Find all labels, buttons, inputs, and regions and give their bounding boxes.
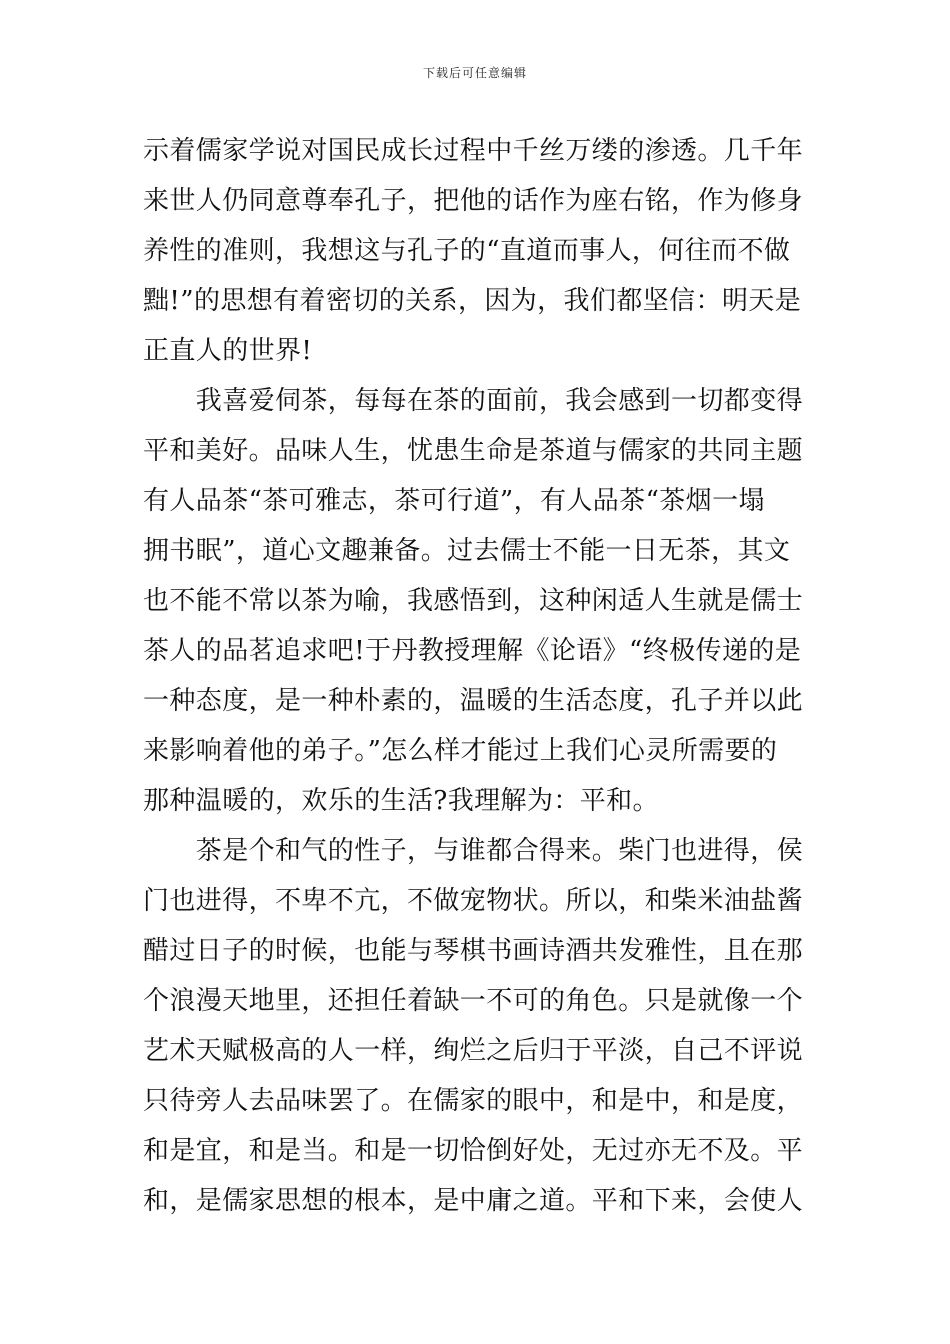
- text-line: 有人品茶“茶可雅志，茶可行道”，有人品茶“茶烟一塌: [143, 486, 765, 516]
- text-line: 我喜爱伺茶，每每在茶的面前，我会感到一切都变得: [143, 386, 804, 416]
- text-line: 个浪漫天地里，还担任着缺一不可的角色。只是就像一个: [143, 986, 804, 1016]
- text-line: 和，是儒家思想的根本，是中庸之道。平和下来，会使人: [143, 1186, 804, 1216]
- text-line: 养性的准则，我想这与孔子的“直道而事人，何往而不做: [143, 236, 791, 266]
- text-line: 正直人的世界!: [143, 336, 313, 366]
- text-line: 来世人仍同意尊奉孔子，把他的话作为座右铭，作为修身: [143, 186, 804, 216]
- text-line: 茶是个和气的性子，与谁都合得来。柴门也进得，侯: [143, 836, 804, 866]
- text-line: 茶人的品茗追求吧!于丹教授理解《论语》“终极传递的是: [143, 636, 802, 666]
- text-line: 醋过日子的时候，也能与琴棋书画诗酒共发雅性，且在那: [143, 936, 804, 966]
- text-line: 平和美好。品味人生，忧患生命是茶道与儒家的共同主题: [143, 436, 804, 466]
- text-line: 门也进得，不卑不亢，不做宠物状。所以，和柴米油盐酱: [143, 886, 804, 916]
- text-line: 也不能不常以茶为喻，我感悟到，这种闲适人生就是儒士: [143, 586, 804, 616]
- text-line: 一种态度，是一种朴素的，温暖的生活态度，孔子并以此: [143, 686, 804, 716]
- text-line: 示着儒家学说对国民成长过程中千丝万缕的渗透。几千年: [143, 136, 804, 166]
- text-line: 黜!”的思想有着密切的关系，因为，我们都坚信：明天是: [143, 286, 802, 316]
- text-line: 来影响着他的弟子。”怎么样才能过上我们心灵所需要的: [143, 736, 778, 766]
- text-line: 和是宜，和是当。和是一切恰倒好处，无过亦无不及。平: [143, 1136, 804, 1166]
- text-line: 只待旁人去品味罢了。在儒家的眼中，和是中，和是度，: [143, 1086, 804, 1116]
- text-line: 拥书眠”，道心文趣兼备。过去儒士不能一日无茶，其文: [143, 536, 791, 566]
- document-body: [143, 126, 808, 1226]
- text-line: 艺术天赋极高的人一样，绚烂之后归于平淡，自己不评说: [143, 1036, 804, 1066]
- page-header: 下载后可任意编辑: [422, 66, 527, 80]
- text-line: 那种温暖的，欢乐的生活?我理解为：平和。: [143, 786, 659, 816]
